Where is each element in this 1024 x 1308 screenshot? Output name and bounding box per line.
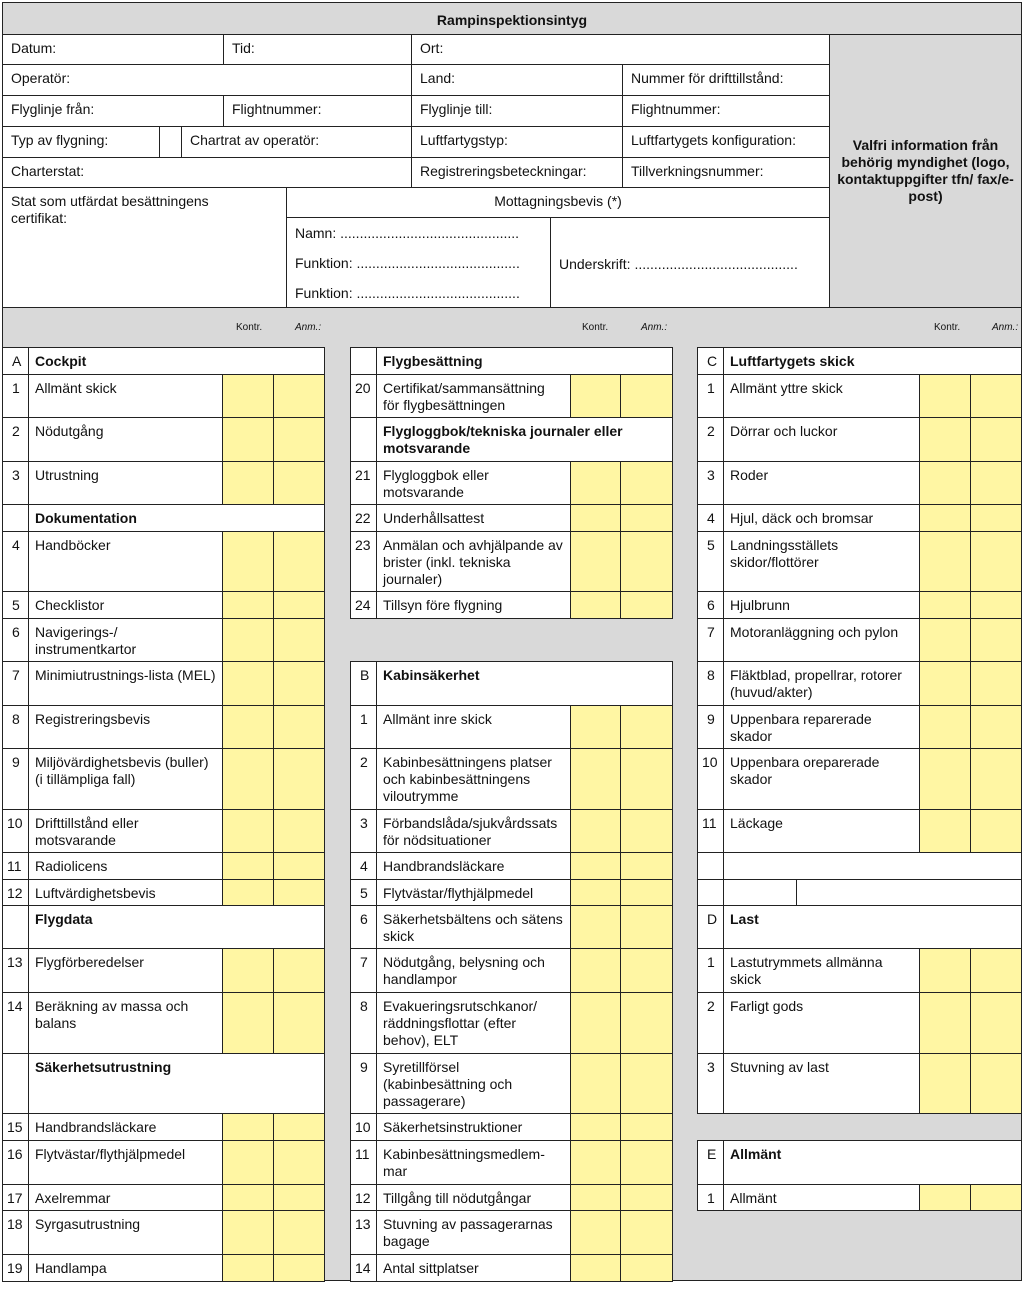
col2-kontr-checkbox[interactable] [570, 748, 621, 810]
col1-item-number: 11 [2, 852, 29, 880]
col1-item-label: Syrgasutrustning [28, 1210, 223, 1255]
kontr-header-3: Kontr. [934, 322, 961, 333]
col2-item-number [350, 347, 377, 375]
col3-empty-cell-a[interactable] [723, 879, 797, 906]
col1-item-number: A [2, 347, 29, 375]
col2-item-label: Flytvästar/flythjälpmedel [376, 879, 571, 906]
col3-item-number: 4 [697, 504, 724, 532]
col2-anm-field[interactable] [620, 905, 673, 949]
flight-number-1-field[interactable] [223, 95, 412, 127]
serial-number-field[interactable] [622, 157, 830, 188]
col1-item-number: 17 [2, 1184, 29, 1211]
col3-item-number: 6 [697, 591, 724, 619]
col3-item-number: 2 [697, 992, 724, 1054]
col1-item-number: 18 [2, 1210, 29, 1255]
col3-kontr-checkbox[interactable] [919, 992, 971, 1054]
col2-item-number: 3 [350, 809, 377, 853]
authority-info-text: Valfri information från behörig myndighet (logo, kontaktuppgifter tfn/ fax/e-post) [837, 137, 1014, 204]
col1-item-label: Drifttillstånd eller motsvarande [28, 809, 223, 853]
col1-item-number: 19 [2, 1254, 29, 1282]
col2-item-number: 4 [350, 852, 377, 880]
col2-item-number: 9 [350, 1053, 377, 1114]
col2-item-number: 20 [350, 374, 377, 418]
col2-item-number: 10 [350, 1113, 377, 1141]
col1-item-label: Allmänt skick [28, 374, 223, 418]
col2-anm-field[interactable] [620, 504, 673, 532]
aircraft-type-label: Luftfartygstyp: [420, 132, 508, 148]
col2-anm-field[interactable] [620, 1113, 673, 1141]
col1-anm-field[interactable] [273, 1184, 325, 1211]
namn-line: Namn: .............................................. [295, 225, 520, 241]
col2-kontr-checkbox[interactable] [570, 809, 621, 853]
operator-label: Operatör: [11, 70, 71, 86]
col3-kontr-checkbox[interactable] [919, 591, 971, 619]
col1-anm-field[interactable] [273, 852, 325, 880]
col1-kontr-checkbox[interactable] [222, 948, 274, 993]
col2-kontr-checkbox[interactable] [570, 531, 621, 592]
col3-anm-field[interactable] [970, 618, 1022, 662]
col2-kontr-checkbox[interactable] [570, 1254, 621, 1282]
col2-section-heading: Flygbesättning [376, 347, 673, 375]
col1-item-number: 5 [2, 591, 29, 619]
col2-item-label: Handbrandsläckare [376, 852, 571, 880]
chartered-by-field[interactable] [181, 126, 412, 158]
col1-item-number: 9 [2, 748, 29, 810]
col3-item-number: 9 [697, 705, 724, 749]
kontr-header-2: Kontr. [582, 322, 609, 333]
col3-item-number: 8 [697, 661, 724, 706]
col1-item-number: 16 [2, 1140, 29, 1185]
col2-kontr-checkbox[interactable] [570, 374, 621, 418]
col2-kontr-checkbox[interactable] [570, 591, 621, 619]
col1-anm-field[interactable] [273, 1140, 325, 1185]
col3-kontr-checkbox[interactable] [919, 504, 971, 532]
col3-item-label: Läckage [723, 809, 920, 853]
flight-type-label: Typ av flygning: [11, 132, 109, 148]
col3-anm-field[interactable] [970, 504, 1022, 532]
col3-item-label: Allmänt [723, 1184, 920, 1211]
col2-item-label: Nödutgång, belysning och handlampor [376, 948, 571, 993]
col2-anm-field[interactable] [620, 461, 673, 505]
col1-anm-field[interactable] [273, 748, 325, 810]
col2-item-number: 1 [350, 705, 377, 749]
col3-item-number: 5 [697, 531, 724, 592]
crew-certificate-state-field[interactable] [2, 187, 287, 308]
col1-section-heading: Cockpit [28, 347, 325, 375]
col2-item-label: Tillsyn före flygning [376, 591, 571, 619]
col3-kontr-checkbox[interactable] [919, 1184, 971, 1211]
datum-field[interactable] [2, 34, 224, 65]
col2-item-label: Förbandslåda/sjukvårdssats för nödsituationer [376, 809, 571, 853]
permit-number-field[interactable] [622, 64, 830, 96]
col2-item-number: 8 [350, 992, 377, 1054]
funktion-line-1: Funktion: .......................................... [295, 255, 520, 271]
col3-empty-number-2 [697, 879, 724, 906]
col3-item-label: Stuvning av last [723, 1053, 920, 1114]
col1-item-label: Checklistor [28, 591, 223, 619]
col1-anm-field[interactable] [273, 879, 325, 906]
col3-item-label: Uppenbara reparerade skador [723, 705, 920, 749]
col1-item-label: Utrustning [28, 461, 223, 505]
col1-kontr-checkbox[interactable] [222, 1184, 274, 1211]
col1-item-number: 10 [2, 809, 29, 853]
col3-anm-field[interactable] [970, 992, 1022, 1054]
registration-label: Registreringsbeteckningar: [420, 163, 587, 179]
col2-kontr-checkbox[interactable] [570, 1210, 621, 1255]
col2-item-label: Certifikat/sammansättning för flygbesättningen [376, 374, 571, 418]
col1-item-label: Registreringsbevis [28, 705, 223, 749]
col1-item-label: Minimiutrustnings-lista (MEL) [28, 661, 223, 706]
col2-item-number: 12 [350, 1184, 377, 1211]
col3-kontr-checkbox[interactable] [919, 461, 971, 505]
col2-section-heading: Kabinsäkerhet [376, 661, 673, 706]
col3-anm-field[interactable] [970, 661, 1022, 706]
col1-anm-field[interactable] [273, 531, 325, 592]
col3-anm-field[interactable] [970, 591, 1022, 619]
col2-anm-field[interactable] [620, 879, 673, 906]
col1-anm-field[interactable] [273, 417, 325, 462]
col3-item-label: Fläktblad, propellrar, rotorer (huvud/akter) [723, 661, 920, 706]
col2-item-label: Stuvning av passagerarnas bagage [376, 1210, 571, 1255]
col3-kontr-checkbox[interactable] [919, 1053, 971, 1114]
col1-kontr-checkbox[interactable] [222, 852, 274, 880]
col1-item-number: 4 [2, 531, 29, 592]
col2-anm-field[interactable] [620, 1053, 673, 1114]
col1-kontr-checkbox[interactable] [222, 809, 274, 853]
col1-item-label: Miljövärdighetsbevis (buller) (i tillämpliga fall) [28, 748, 223, 810]
col3-item-number: 10 [697, 748, 724, 810]
col1-kontr-checkbox[interactable] [222, 374, 274, 418]
aircraft-config-field[interactable] [622, 126, 830, 158]
col3-item-label: Dörrar och luckor [723, 417, 920, 462]
col2-kontr-checkbox[interactable] [570, 948, 621, 993]
aircraft-type-field[interactable] [411, 126, 623, 158]
route-from-label: Flyglinje från: [11, 101, 95, 117]
col2-kontr-checkbox[interactable] [570, 1113, 621, 1141]
col3-item-label: Landningsställets skidor/flottörer [723, 531, 920, 592]
col3-item-label: Motoranläggning och pylon [723, 618, 920, 662]
anm-header-2: Anm.: [641, 322, 668, 333]
serial-number-label: Tillverkningsnummer: [631, 163, 764, 179]
col3-section-heading: Allmänt [723, 1140, 1022, 1185]
col1-item-number: 2 [2, 417, 29, 462]
col3-kontr-checkbox[interactable] [919, 417, 971, 462]
col2-anm-field[interactable] [620, 374, 673, 418]
col3-item-label: Lastutrymmets allmänna skick [723, 948, 920, 993]
col1-item-number [2, 504, 29, 532]
col1-item-number: 12 [2, 879, 29, 906]
col3-anm-field[interactable] [970, 748, 1022, 810]
col2-kontr-checkbox[interactable] [570, 461, 621, 505]
authority-info-box [829, 34, 1022, 308]
col1-kontr-checkbox[interactable] [222, 661, 274, 706]
aircraft-config-label: Luftfartygets konfiguration: [631, 132, 796, 148]
col3-item-number: E [697, 1140, 724, 1185]
col2-item-number: 6 [350, 905, 377, 949]
col1-kontr-checkbox[interactable] [222, 531, 274, 592]
datum-label: Datum: [11, 40, 57, 56]
col2-kontr-checkbox[interactable] [570, 1140, 621, 1185]
col1-kontr-checkbox[interactable] [222, 1140, 274, 1185]
col1-item-number [2, 1053, 29, 1114]
col1-anm-field[interactable] [273, 992, 325, 1054]
route-to-label: Flyglinje till: [420, 101, 493, 117]
col1-item-label: Handböcker [28, 531, 223, 592]
col2-item-label: Anmälan och avhjälpande av brister (inkl. tekniska journaler) [376, 531, 571, 592]
col1-item-number: 13 [2, 948, 29, 993]
col1-item-label: Axelremmar [28, 1184, 223, 1211]
col2-item-number: 23 [350, 531, 377, 592]
col3-item-number: 1 [697, 1184, 724, 1211]
col1-item-number: 8 [2, 705, 29, 749]
col2-anm-field[interactable] [620, 748, 673, 810]
col3-item-label: Allmänt yttre skick [723, 374, 920, 418]
col3-item-number: C [697, 347, 724, 375]
col3-anm-field[interactable] [970, 948, 1022, 993]
operator-field[interactable] [2, 64, 412, 96]
col2-item-label: Syretillförsel (kabinbesättning och passagerare) [376, 1053, 571, 1114]
ort-label: Ort: [420, 40, 444, 56]
col1-section-heading: Dokumentation [28, 504, 325, 532]
col1-item-number: 7 [2, 661, 29, 706]
signature-box[interactable] [550, 217, 830, 308]
col1-kontr-checkbox[interactable] [222, 1113, 274, 1141]
col3-item-number: 7 [697, 618, 724, 662]
charter-state-field[interactable] [2, 157, 412, 188]
col3-item-label: Roder [723, 461, 920, 505]
anm-header-1: Anm.: [295, 322, 322, 333]
col2-item-label: Antal sittplatser [376, 1254, 571, 1282]
col1-anm-field[interactable] [273, 461, 325, 505]
col1-kontr-checkbox[interactable] [222, 992, 274, 1054]
col3-item-number: 3 [697, 1053, 724, 1114]
col2-anm-field[interactable] [620, 1210, 673, 1255]
col2-item-number [350, 417, 377, 462]
col2-kontr-checkbox[interactable] [570, 992, 621, 1054]
col1-item-number: 15 [2, 1113, 29, 1141]
col1-anm-field[interactable] [273, 705, 325, 749]
col3-kontr-checkbox[interactable] [919, 748, 971, 810]
col2-section-heading: Flygloggbok/tekniska journaler eller motsvarande [376, 417, 673, 462]
anm-header-3: Anm.: [992, 322, 1019, 333]
form-title: Rampinspektionsintyg [2, 2, 1022, 35]
col2-kontr-checkbox[interactable] [570, 1184, 621, 1211]
col1-item-label: Flytvästar/flythjälpmedel [28, 1140, 223, 1185]
col1-section-heading: Flygdata [28, 905, 325, 949]
col3-section-heading: Last [723, 905, 1022, 949]
charter-state-label: Charterstat: [11, 163, 85, 179]
col2-item-number: B [350, 661, 377, 706]
flight-number-1-label: Flightnummer: [232, 101, 322, 117]
col2-kontr-checkbox[interactable] [570, 879, 621, 906]
flight-number-2-label: Flightnummer: [631, 101, 721, 117]
col2-anm-field[interactable] [620, 1184, 673, 1211]
col3-anm-field[interactable] [970, 1184, 1022, 1211]
col2-kontr-checkbox[interactable] [570, 705, 621, 749]
col2-item-number: 14 [350, 1254, 377, 1282]
col1-item-label: Flygförberedelser [28, 948, 223, 993]
col2-anm-field[interactable] [620, 1140, 673, 1185]
col1-anm-field[interactable] [273, 1113, 325, 1141]
col2-item-number: 2 [350, 748, 377, 810]
col1-anm-field[interactable] [273, 618, 325, 662]
col3-item-number: D [697, 905, 724, 949]
land-label: Land: [420, 70, 456, 86]
col3-item-number: 1 [697, 374, 724, 418]
col1-section-heading: Säkerhetsutrustning [28, 1053, 325, 1114]
col3-anm-field[interactable] [970, 809, 1022, 853]
col2-anm-field[interactable] [620, 705, 673, 749]
col3-kontr-checkbox[interactable] [919, 531, 971, 592]
col1-kontr-checkbox[interactable] [222, 417, 274, 462]
col2-anm-field[interactable] [620, 1254, 673, 1282]
col3-section-heading: Luftfartygets skick [723, 347, 1022, 375]
col3-item-label: Farligt gods [723, 992, 920, 1054]
underskrift-line: Underskrift: .......................................... [559, 256, 798, 272]
col3-item-label: Hjul, däck och bromsar [723, 504, 920, 532]
col2-anm-field[interactable] [620, 531, 673, 592]
col1-item-label: Beräkning av massa och balans [28, 992, 223, 1054]
col1-item-label: Luftvärdighetsbevis [28, 879, 223, 906]
chartered-by-label: Chartrat av operatör: [190, 132, 320, 148]
col3-kontr-checkbox[interactable] [919, 374, 971, 418]
col1-item-number: 14 [2, 992, 29, 1054]
col1-kontr-checkbox[interactable] [222, 461, 274, 505]
col2-kontr-checkbox[interactable] [570, 905, 621, 949]
col1-anm-field[interactable] [273, 661, 325, 706]
col3-anm-field[interactable] [970, 417, 1022, 462]
col3-item-number: 1 [697, 948, 724, 993]
col2-item-number: 5 [350, 879, 377, 906]
col2-item-label: Underhållsattest [376, 504, 571, 532]
crew-certificate-state-label: Stat som utfärdat besättningens certifikat: [11, 193, 209, 226]
col2-item-number: 22 [350, 504, 377, 532]
col1-anm-field[interactable] [273, 1254, 325, 1282]
flight-type-checkbox[interactable] [159, 126, 182, 158]
col3-anm-field[interactable] [970, 1053, 1022, 1114]
col1-anm-field[interactable] [273, 948, 325, 993]
route-from-field[interactable] [2, 95, 224, 127]
tid-label: Tid: [232, 40, 255, 56]
col2-item-number: 21 [350, 461, 377, 505]
col3-anm-field[interactable] [970, 705, 1022, 749]
col1-anm-field[interactable] [273, 809, 325, 853]
receipt-names-box[interactable] [286, 217, 551, 308]
flight-number-2-field[interactable] [622, 95, 830, 127]
col2-item-label: Allmänt inre skick [376, 705, 571, 749]
col3-item-number: 11 [697, 809, 724, 853]
col1-kontr-checkbox[interactable] [222, 748, 274, 810]
col1-item-label: Handlampa [28, 1254, 223, 1282]
col2-kontr-checkbox[interactable] [570, 504, 621, 532]
col2-item-label: Tillgång till nödutgångar [376, 1184, 571, 1211]
col3-item-number: 3 [697, 461, 724, 505]
funktion-line-2: Funktion: .......................................... [295, 285, 520, 301]
col1-anm-field[interactable] [273, 591, 325, 619]
col3-item-label: Hjulbrunn [723, 591, 920, 619]
col3-kontr-checkbox[interactable] [919, 809, 971, 853]
col1-item-number: 1 [2, 374, 29, 418]
col1-item-label: Handbrandsläckare [28, 1113, 223, 1141]
col2-item-number: 24 [350, 591, 377, 619]
col1-item-label: Radiolicens [28, 852, 223, 880]
col3-item-number: 2 [697, 417, 724, 462]
flight-type-field[interactable] [2, 126, 160, 158]
col3-kontr-checkbox[interactable] [919, 948, 971, 993]
col1-item-number [2, 905, 29, 949]
col2-item-number: 13 [350, 1210, 377, 1255]
col3-empty-number [697, 852, 724, 880]
col2-item-label: Kabinbesättningens platser och kabinbesättningens viloutrymme [376, 748, 571, 810]
col1-item-number: 6 [2, 618, 29, 662]
col1-anm-field[interactable] [273, 374, 325, 418]
col1-item-number: 3 [2, 461, 29, 505]
col1-kontr-checkbox[interactable] [222, 1254, 274, 1282]
col3-kontr-checkbox[interactable] [919, 618, 971, 662]
route-to-field[interactable] [411, 95, 623, 127]
col1-kontr-checkbox[interactable] [222, 1210, 274, 1255]
col3-empty-cell-b[interactable] [796, 879, 1022, 906]
kontr-header-1: Kontr. [236, 322, 263, 333]
col2-item-number: 7 [350, 948, 377, 993]
col2-kontr-checkbox[interactable] [570, 1053, 621, 1114]
col2-item-label: Säkerhetsbältens och sätens skick [376, 905, 571, 949]
land-field[interactable] [411, 64, 623, 96]
permit-number-label: Nummer för drifttillstånd: [631, 70, 784, 86]
tid-field[interactable] [223, 34, 412, 65]
col1-kontr-checkbox[interactable] [222, 618, 274, 662]
col1-item-label: Navigerings-/ instrumentkartor [28, 618, 223, 662]
col3-anm-field[interactable] [970, 531, 1022, 592]
col2-item-label: Evakueringsrutschkanor/ räddningsflottar (efter behov), ELT [376, 992, 571, 1054]
receipt-label: Mottagningsbevis (*) [494, 193, 622, 209]
col2-item-label: Kabinbesättningsmedlem-mar [376, 1140, 571, 1185]
col3-empty-row[interactable] [723, 852, 1022, 880]
col1-kontr-checkbox[interactable] [222, 879, 274, 906]
col2-anm-field[interactable] [620, 591, 673, 619]
col1-anm-field[interactable] [273, 1210, 325, 1255]
col1-kontr-checkbox[interactable] [222, 705, 274, 749]
receipt-header [286, 187, 830, 218]
col2-item-number: 11 [350, 1140, 377, 1185]
col1-item-label: Nödutgång [28, 417, 223, 462]
col1-kontr-checkbox[interactable] [222, 591, 274, 619]
col3-item-label: Uppenbara oreparerade skador [723, 748, 920, 810]
ort-field[interactable] [411, 34, 830, 65]
col2-item-label: Säkerhetsinstruktioner [376, 1113, 571, 1141]
col3-anm-field[interactable] [970, 374, 1022, 418]
col2-anm-field[interactable] [620, 852, 673, 880]
col2-anm-field[interactable] [620, 809, 673, 853]
col3-kontr-checkbox[interactable] [919, 705, 971, 749]
col3-kontr-checkbox[interactable] [919, 661, 971, 706]
col2-item-label: Flygloggbok eller motsvarande [376, 461, 571, 505]
col2-anm-field[interactable] [620, 948, 673, 993]
col2-anm-field[interactable] [620, 992, 673, 1054]
registration-field[interactable] [411, 157, 623, 188]
col2-kontr-checkbox[interactable] [570, 852, 621, 880]
col3-anm-field[interactable] [970, 461, 1022, 505]
